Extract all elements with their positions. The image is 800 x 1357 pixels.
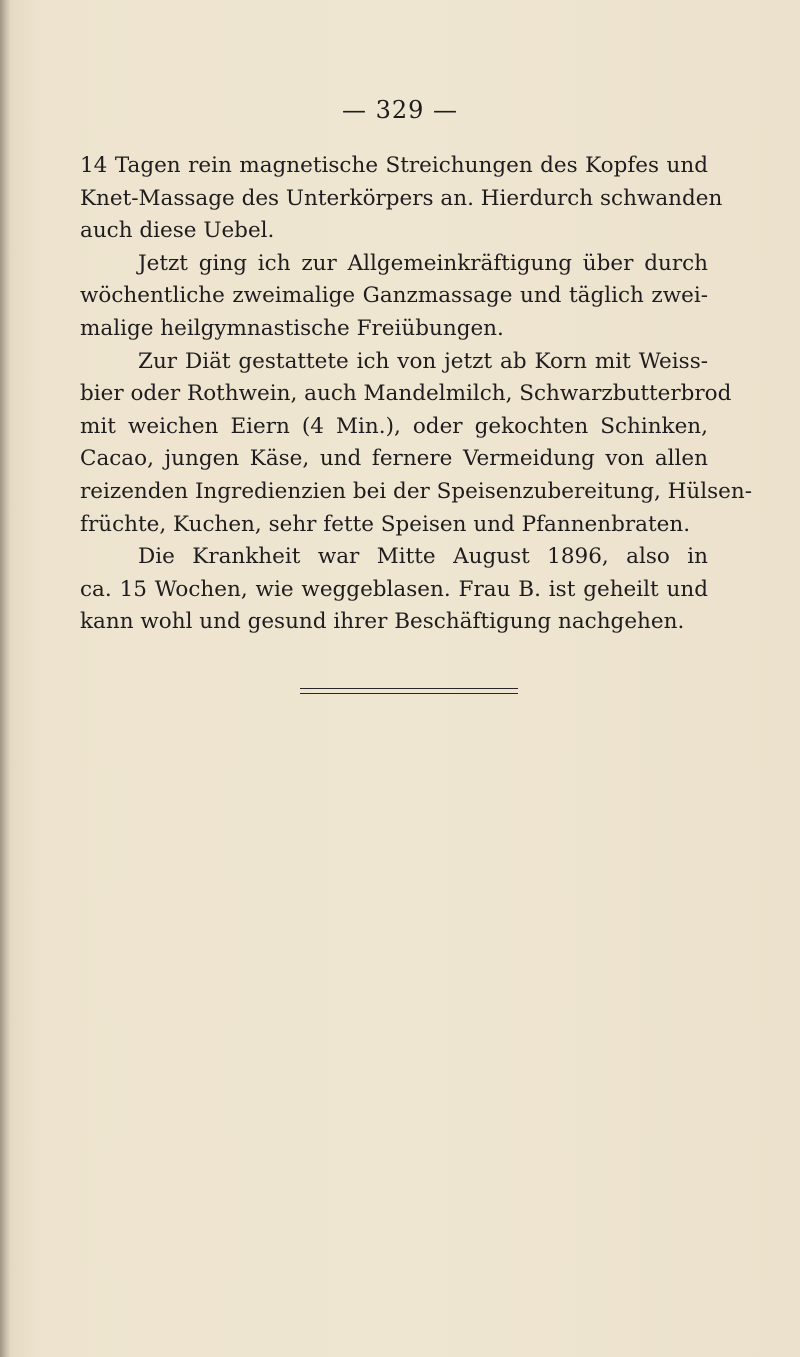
page-binding-edge xyxy=(0,0,10,1357)
text-line: auch diese Uebel. xyxy=(80,218,275,244)
paragraph-start-line: Die Krankheit war Mitte August 1896, also in xyxy=(138,544,708,570)
text-line: malige heilgymnastische Freiübungen. xyxy=(80,315,504,341)
text-line: 14 Tagen rein magnetische Streichungen des Kopfes und xyxy=(80,153,708,178)
text-line: früchte, Kuchen, sehr fette Speisen und Pfannenbraten. xyxy=(80,511,691,537)
text-line: Cacao, jungen Käse, und fernere Vermeidung von allen xyxy=(80,446,708,472)
page-number: — 329 — xyxy=(341,96,459,124)
body-text xyxy=(80,150,753,639)
text-line: ca. 15 Wochen, wie weggeblasen. Frau B. ist geheilt und xyxy=(80,576,708,602)
text-line: wöchentliche zweimalige Ganzmassage und täglich zwei- xyxy=(80,283,708,309)
section-end-rule-top xyxy=(300,688,518,689)
section-end-rule-bottom xyxy=(300,693,518,694)
text-line: Knet-Massage des Unterkörpers an. Hierdurch schwanden xyxy=(80,185,723,211)
text-line: mit weichen Eiern (4 Min.), oder gekochten Schinken, xyxy=(80,413,708,439)
text-line: reizenden Ingredienzien bei der Speisenzubereitung, Hülsen- xyxy=(80,478,753,504)
text-line: kann wohl und gesund ihrer Beschäftigung nachgehen. xyxy=(80,609,685,635)
text-line: bier oder Rothwein, auch Mandelmilch, Schwarzbutterbrod xyxy=(80,381,732,407)
paragraph-start-line: Zur Diät gestattete ich von jetzt ab Korn mit Weiss- xyxy=(138,348,708,374)
paragraph-start-line: Jetzt ging ich zur Allgemeinkräftigung über durch xyxy=(138,250,708,276)
